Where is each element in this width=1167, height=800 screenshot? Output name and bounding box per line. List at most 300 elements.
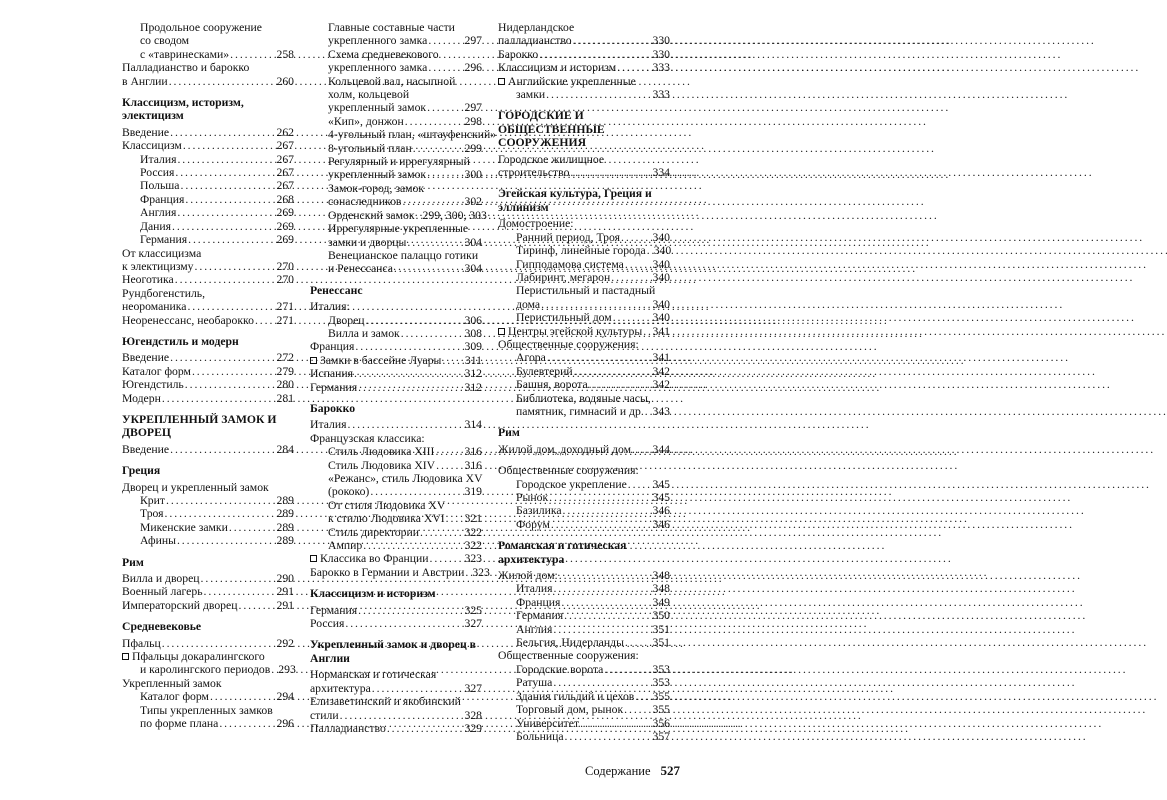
toc-entry[interactable] — [310, 21, 482, 34]
entry-title — [310, 695, 461, 708]
toc-entry[interactable] — [310, 327, 482, 340]
page-ref: 290 — [276, 572, 294, 586]
toc-entry[interactable] — [122, 193, 294, 206]
entry-title — [516, 351, 546, 364]
leader-dots — [358, 604, 463, 617]
toc-entry[interactable] — [498, 166, 670, 179]
entry-title — [140, 166, 174, 179]
toc-entry[interactable] — [122, 443, 294, 456]
toc-entry[interactable] — [310, 115, 482, 128]
toc-entry[interactable] — [498, 153, 670, 166]
toc-entry[interactable] — [122, 637, 294, 650]
toc-entry[interactable] — [310, 142, 482, 155]
page-ref: 342 — [652, 378, 670, 392]
entry-title — [122, 126, 169, 139]
leader-dots — [427, 168, 463, 181]
entry-text: Гипподамова система — [516, 257, 624, 271]
entry-text: Испания — [310, 367, 353, 381]
toc-entry[interactable] — [498, 690, 670, 703]
entry-text: строительство — [498, 166, 570, 180]
section-heading: УКРЕПЛЕННЫЙ ЗАМОК И ДВОРЕЦ — [122, 412, 277, 440]
entry-text: Военный лагерь — [122, 585, 203, 599]
entry-title — [328, 445, 434, 458]
toc-entry[interactable] — [122, 61, 294, 74]
toc-entry[interactable] — [498, 636, 670, 649]
leader-dots — [372, 682, 464, 695]
toc-entry[interactable] — [498, 663, 670, 676]
toc-entry[interactable] — [310, 459, 482, 472]
toc-entry[interactable] — [498, 258, 670, 271]
entry-text: к стилю Людовика XVI — [328, 512, 445, 526]
toc-entry[interactable] — [310, 48, 482, 61]
page-ref: 353 — [652, 676, 670, 690]
page-ref: 280 — [276, 378, 294, 392]
entry-title — [516, 636, 624, 649]
entry-text: Неоренессанс, необарокко — [122, 313, 254, 327]
toc-entry[interactable] — [498, 48, 670, 61]
entry-title — [310, 709, 339, 722]
toc-entry[interactable] — [310, 722, 482, 735]
page-ref: 344 — [652, 442, 670, 456]
leader-dots — [613, 311, 652, 324]
toc-entry[interactable] — [498, 217, 670, 230]
toc-entry[interactable] — [310, 262, 482, 275]
toc-entry[interactable] — [310, 61, 482, 74]
toc-entry[interactable] — [310, 604, 482, 617]
toc-entry[interactable] — [122, 572, 294, 585]
entry-text: Пфальцы докаралингского — [132, 650, 265, 664]
toc-entry[interactable] — [122, 233, 294, 246]
toc-entry[interactable] — [310, 485, 482, 498]
toc-entry[interactable] — [122, 126, 294, 139]
toc-entry[interactable] — [310, 432, 482, 445]
entry-text: Италия: — [310, 300, 350, 314]
toc-entry[interactable] — [310, 512, 482, 525]
toc-entry[interactable] — [310, 101, 482, 114]
page-ref: 327 — [464, 617, 482, 631]
page-ref: 321 — [464, 512, 482, 526]
toc-entry[interactable] — [310, 526, 482, 539]
entry-title — [122, 247, 201, 260]
leader-dots — [394, 262, 464, 275]
toc-entry[interactable] — [122, 365, 294, 378]
toc-entry[interactable] — [122, 481, 294, 494]
entry-text: Барокко в Германии и Австрии — [310, 565, 465, 579]
page-ref: 299, 300, 303 — [422, 208, 487, 222]
toc-entry[interactable] — [310, 695, 482, 708]
toc-entry[interactable] — [498, 284, 670, 297]
page-ref: 260 — [276, 74, 294, 88]
toc-entry[interactable] — [122, 300, 294, 313]
toc-entry[interactable] — [310, 75, 482, 88]
toc-entry[interactable] — [310, 300, 482, 313]
page-ref: 349 — [652, 595, 670, 609]
leader-dots — [643, 325, 651, 338]
toc-entry[interactable] — [498, 518, 670, 531]
page-ref: 330 — [652, 34, 670, 48]
toc-entry[interactable] — [122, 139, 294, 152]
leader-dots — [628, 478, 652, 491]
leader-dots — [553, 676, 651, 689]
entry-text: Польша — [140, 179, 180, 193]
entry-title — [122, 351, 169, 364]
entry-text: Общественные сооружения: — [498, 337, 639, 351]
toc-entry[interactable] — [122, 273, 294, 286]
toc-entry[interactable] — [122, 650, 294, 663]
entry-title — [140, 48, 229, 61]
toc-entry[interactable] — [122, 287, 294, 300]
entry-text: со сводом — [140, 34, 190, 48]
leader-dots — [363, 539, 463, 552]
leader-dots — [185, 193, 275, 206]
leader-dots — [405, 115, 464, 128]
entry-text: Классицизм и историзм — [498, 61, 617, 75]
toc-entry[interactable] — [310, 668, 482, 681]
toc-entry[interactable] — [310, 445, 482, 458]
toc-entry[interactable] — [498, 649, 670, 662]
toc-entry[interactable] — [310, 34, 482, 47]
toc-entry[interactable] — [122, 534, 294, 547]
toc-entry[interactable] — [498, 491, 670, 504]
toc-entry[interactable] — [498, 703, 670, 716]
toc-entry[interactable] — [122, 392, 294, 405]
entry-title — [328, 262, 393, 275]
page-ref: 300 — [464, 168, 482, 182]
leader-dots — [547, 351, 652, 364]
toc-entry[interactable] — [122, 690, 294, 703]
toc-entry[interactable] — [122, 314, 294, 327]
section-heading: Рим — [122, 555, 144, 569]
toc-entry[interactable] — [498, 271, 670, 284]
toc-entry[interactable] — [310, 182, 482, 195]
toc-entry[interactable] — [122, 206, 294, 219]
page-ref: 269 — [276, 233, 294, 247]
toc-entry[interactable] — [310, 195, 482, 208]
toc-entry[interactable] — [310, 155, 482, 168]
toc-entry[interactable] — [498, 405, 670, 418]
entry-title — [122, 392, 161, 405]
toc-entry[interactable] — [122, 220, 294, 233]
leader-dots — [177, 206, 275, 219]
toc-entry[interactable] — [122, 48, 294, 61]
spacer — [498, 456, 670, 464]
entry-title — [140, 220, 171, 233]
entry-text: Кольцевой вал, насыпной — [328, 74, 456, 88]
entry-text: Стиль Людовика XIII — [328, 445, 435, 459]
page-ref: 357 — [652, 729, 670, 743]
leader-dots — [172, 220, 275, 233]
entry-text: Общественные сооружения: — [498, 649, 639, 663]
toc-entry[interactable] — [310, 552, 482, 565]
entry-title — [516, 298, 540, 311]
toc-entry[interactable] — [310, 314, 482, 327]
toc-entry[interactable] — [310, 222, 482, 235]
entry-text: Типы укрепленных замков — [140, 703, 273, 717]
entry-title — [310, 668, 436, 681]
entry-text: Елизаветинский и якобинский — [310, 695, 461, 709]
toc-entry[interactable] — [498, 609, 670, 622]
leader-dots — [446, 512, 464, 525]
toc-entry[interactable] — [310, 682, 482, 695]
toc-entry[interactable] — [122, 521, 294, 534]
leader-dots — [170, 443, 275, 456]
entry-title — [122, 314, 254, 327]
leader-dots — [192, 365, 276, 378]
toc-entry[interactable] — [310, 418, 482, 431]
entry-text: Введение — [122, 125, 170, 139]
entry-title — [328, 155, 470, 168]
toc-entry[interactable] — [498, 325, 670, 338]
entry-title — [122, 637, 161, 650]
entry-text: Рынок — [516, 491, 549, 504]
leader-dots — [162, 637, 276, 650]
page-ref: 267 — [276, 139, 294, 153]
toc-entry[interactable] — [122, 494, 294, 507]
page-ref: 270 — [276, 273, 294, 287]
entry-text: Орденский замок — [328, 208, 415, 222]
entry-text: замки — [516, 88, 546, 102]
page-ref: 271 — [276, 300, 294, 314]
toc-entry[interactable] — [498, 478, 670, 491]
entry-title — [516, 284, 655, 297]
toc-entry[interactable] — [498, 365, 670, 378]
toc-entry[interactable] — [310, 236, 482, 249]
toc-entry[interactable] — [122, 704, 294, 717]
toc-entry[interactable] — [498, 88, 670, 101]
page-ref: 262 — [276, 125, 294, 139]
page-ref: 311 — [464, 353, 482, 367]
toc-entry[interactable] — [122, 247, 294, 260]
page-ref: 333 — [652, 88, 670, 102]
entry-title — [140, 494, 165, 507]
entry-title — [122, 572, 200, 585]
entry-title — [310, 682, 371, 695]
toc-entry[interactable] — [498, 582, 670, 595]
toc-entry[interactable] — [498, 311, 670, 324]
leader-dots — [617, 61, 651, 74]
entry-title — [516, 365, 573, 378]
entry-text: Главные составные части — [328, 21, 455, 34]
toc-entry[interactable] — [310, 128, 497, 142]
entry-text: Неоготика — [122, 273, 174, 287]
entry-title — [140, 663, 270, 676]
entry-title — [328, 327, 400, 340]
entry-text: Микенские замки — [140, 520, 228, 534]
toc-entry[interactable] — [122, 585, 294, 598]
leader-dots — [589, 378, 652, 391]
toc-entry[interactable] — [498, 298, 670, 311]
toc-entry[interactable] — [498, 378, 670, 391]
checkbox-square-icon — [498, 78, 505, 85]
entry-title — [328, 526, 419, 539]
toc-entry[interactable] — [122, 179, 294, 192]
leader-dots — [188, 233, 275, 246]
leader-dots — [625, 258, 652, 271]
toc-entry[interactable] — [122, 260, 294, 273]
leader-dots — [201, 572, 276, 585]
leader-dots — [366, 314, 464, 327]
page-footer — [560, 763, 680, 779]
page-ref: 319 — [464, 485, 482, 499]
entry-title — [310, 552, 429, 565]
section-heading: Укрепленный замок и дворец в Англии — [310, 638, 476, 665]
page-ref: 267 — [276, 166, 294, 180]
entry-title — [122, 273, 174, 286]
toc-entry[interactable] — [122, 378, 294, 391]
toc-entry[interactable] — [498, 443, 670, 456]
entry-title — [328, 539, 362, 552]
toc-entry[interactable] — [498, 464, 670, 477]
toc-entry[interactable] — [310, 340, 482, 353]
page-number: 527 — [660, 763, 680, 778]
toc-entry[interactable] — [498, 676, 670, 689]
entry-text: Каталог форм — [140, 690, 209, 704]
entry-text: Больница — [516, 729, 564, 743]
entry-text: Тиринф, линейные города — [516, 244, 646, 258]
entry-text: Стиль директории — [328, 525, 419, 539]
toc-entry[interactable] — [122, 599, 294, 612]
toc-entry[interactable] — [310, 208, 487, 222]
toc-entry[interactable] — [498, 338, 670, 351]
entry-text: Регулярный и иррегулярный — [328, 155, 470, 169]
page-ref: 340 — [653, 244, 672, 258]
leader-dots — [187, 300, 275, 313]
page-ref: 272 — [276, 351, 294, 365]
toc-entry[interactable] — [310, 367, 482, 380]
leader-dots — [465, 566, 471, 579]
toc-entry[interactable] — [122, 663, 294, 676]
leader-dots — [645, 405, 652, 418]
entry-title — [498, 61, 616, 74]
toc-entry[interactable] — [122, 21, 294, 34]
entry-text: Норманская и готическая — [310, 668, 437, 682]
entry-title — [122, 365, 191, 378]
leader-dots — [204, 585, 276, 598]
toc-entry[interactable] — [310, 617, 482, 630]
entry-text: Библиотека, водяные часы, — [516, 391, 651, 405]
leader-dots — [271, 663, 277, 676]
page-ref: 289 — [276, 494, 294, 507]
entry-text: Англия — [140, 206, 177, 220]
toc-entry[interactable] — [122, 75, 294, 88]
leader-dots — [573, 34, 652, 47]
page-ref: 355 — [652, 703, 670, 717]
entry-title — [328, 485, 369, 498]
toc-entry[interactable] — [310, 472, 482, 485]
leader-dots — [358, 381, 463, 394]
entry-title — [122, 585, 203, 598]
entry-title — [310, 300, 350, 313]
page-ref: 340 — [652, 230, 670, 244]
page-ref: 312 — [464, 367, 482, 381]
toc-entry[interactable] — [122, 717, 294, 730]
entry-title — [140, 534, 176, 547]
entry-title — [516, 478, 627, 491]
toc-entry[interactable] — [122, 166, 294, 179]
toc-entry[interactable] — [122, 153, 294, 166]
toc-entry[interactable] — [498, 623, 670, 636]
toc-entry[interactable] — [310, 381, 482, 394]
toc-entry[interactable] — [498, 351, 670, 364]
entry-text: Французская классика: — [310, 431, 425, 445]
toc-entry[interactable] — [498, 34, 670, 47]
entry-text: (рококо) — [328, 485, 370, 499]
toc-entry[interactable] — [122, 677, 294, 690]
toc-entry[interactable] — [310, 88, 482, 101]
entry-text: Бельгия, Нидерланды — [516, 636, 624, 650]
toc-entry[interactable] — [498, 504, 670, 517]
toc-entry[interactable] — [310, 499, 482, 512]
entry-text: замки и дворцы — [328, 235, 407, 249]
toc-entry[interactable] — [498, 717, 670, 730]
page-ref: 346 — [652, 504, 670, 518]
toc-entry[interactable] — [310, 168, 482, 181]
toc-entry[interactable] — [498, 730, 670, 743]
entry-title — [516, 623, 552, 636]
entry-text: Перистильный и пастадный — [516, 284, 656, 298]
toc-entry[interactable] — [498, 392, 670, 405]
page-ref: 353 — [652, 662, 670, 676]
entry-title — [328, 459, 435, 472]
entry-title — [516, 271, 610, 284]
toc-entry[interactable] — [310, 249, 482, 262]
leader-dots — [420, 526, 463, 539]
toc-entry[interactable] — [310, 565, 490, 579]
entry-text: «Режанс», стиль Людовика XV — [328, 472, 483, 485]
leader-dots — [177, 153, 275, 166]
entry-text: Схема средневекового — [328, 47, 439, 61]
entry-text: 8-угольный план — [328, 141, 412, 155]
leader-dots — [621, 231, 651, 244]
toc-entry[interactable] — [122, 351, 294, 364]
leader-dots — [580, 717, 651, 730]
toc-entry[interactable] — [498, 569, 670, 582]
toc-entry[interactable] — [122, 507, 294, 520]
entry-title — [498, 217, 574, 230]
toc-entry[interactable] — [310, 539, 482, 552]
toc-entry[interactable] — [498, 61, 670, 74]
toc-entry[interactable] — [310, 354, 482, 367]
leader-dots — [185, 378, 276, 391]
entry-text: Введение — [122, 442, 170, 456]
leader-dots — [407, 236, 463, 249]
section-heading: Романская и готическая архитектура — [498, 539, 627, 566]
page-ref: 268 — [276, 192, 294, 206]
toc-entry[interactable] — [310, 709, 482, 722]
toc-entry[interactable] — [498, 244, 670, 257]
toc-entry[interactable] — [498, 596, 670, 609]
page-ref: 334 — [652, 166, 670, 180]
entry-title — [140, 233, 187, 246]
leader-dots — [340, 709, 464, 722]
toc-entry[interactable] — [122, 34, 294, 47]
leader-dots — [564, 609, 651, 622]
page-ref: 340 — [652, 257, 670, 271]
entry-title — [310, 604, 357, 617]
toc-entry[interactable] — [498, 231, 670, 244]
entry-text: Германия — [310, 380, 358, 394]
entry-title — [516, 717, 579, 730]
toc-entry[interactable] — [498, 75, 670, 88]
toc-entry[interactable] — [498, 21, 670, 34]
leader-dots — [229, 521, 276, 534]
leader-dots — [551, 518, 652, 531]
entry-text: архитектура — [310, 681, 371, 695]
page-ref: 308 — [464, 326, 482, 340]
entry-title — [122, 61, 249, 74]
page-ref: 342 — [652, 364, 670, 378]
entry-title — [498, 338, 639, 351]
